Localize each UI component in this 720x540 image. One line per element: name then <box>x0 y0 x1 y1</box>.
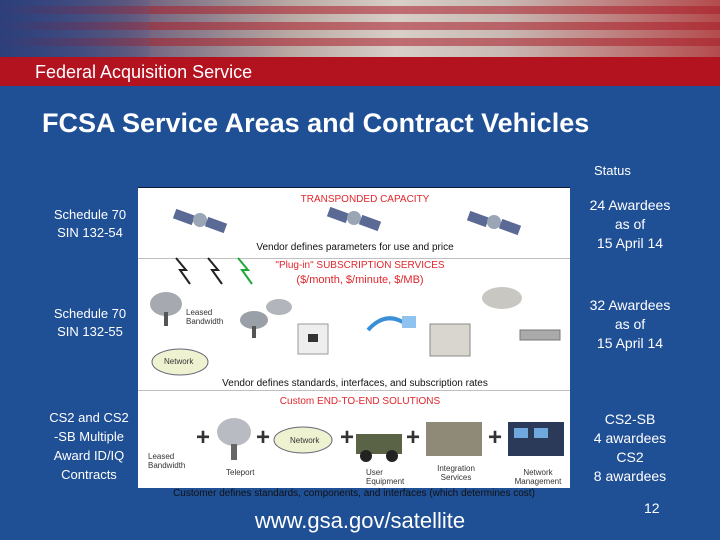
row-separator <box>138 390 570 391</box>
network-label: Network <box>290 436 320 445</box>
row3-vehicle-line: Contracts <box>61 467 117 482</box>
row3-status <box>570 410 690 486</box>
row1-status-line: 24 Awardees <box>589 197 671 213</box>
network-management-label: Network Management <box>514 468 562 486</box>
row1-status <box>570 196 690 253</box>
lightning-icon <box>172 256 258 286</box>
row2-status-line: as of <box>614 316 646 332</box>
vehicle-icon <box>352 416 406 464</box>
ethernet-cable-icon <box>366 300 418 342</box>
row1-heading: TRANSPONDED CAPACITY <box>300 194 430 205</box>
integration-services-label: Integration Services <box>437 464 475 482</box>
footer-url[interactable]: www.gsa.gov/satellite <box>254 508 466 533</box>
leased-bandwidth-label: Leased Bandwidth <box>186 308 224 326</box>
satellite-icon <box>172 198 228 242</box>
row3-vehicle <box>28 408 150 484</box>
row2-status-line: 15 April 14 <box>596 335 664 351</box>
row3-status-line: CS2-SB <box>604 411 656 427</box>
page-number: 12 <box>644 500 660 516</box>
network-management-icon <box>506 418 566 460</box>
router-icon <box>518 328 562 344</box>
satellite-dish-icon <box>146 288 186 328</box>
row2-vehicle <box>40 305 140 341</box>
row3-status-line: 4 awardees <box>593 430 667 446</box>
row3-vehicle-line: Award ID/IQ <box>53 448 125 463</box>
row3-vehicle-line: -SB Multiple <box>53 429 125 444</box>
teleport-label: Teleport <box>226 468 255 477</box>
teleport-antenna-icon <box>214 416 254 462</box>
leased-bandwidth-label: Leased Bandwidth <box>148 452 186 470</box>
satellite-icon <box>326 196 382 240</box>
wall-jack-icon <box>296 322 330 356</box>
row1-vehicle <box>40 206 140 242</box>
satellite-dish-icon <box>480 284 524 312</box>
plus-icon: + <box>488 424 503 451</box>
user-equipment-label: User Equipment <box>366 468 405 486</box>
plus-icon: + <box>406 424 421 451</box>
row2-vehicle-line: Schedule 70 <box>53 306 127 321</box>
page-title: FCSA Service Areas and Contract Vehicles <box>42 108 590 138</box>
row2-heading: "Plug-in" SUBSCRIPTION SERVICES <box>275 260 445 271</box>
row3-heading: Custom END-TO-END SOLUTIONS <box>279 396 441 407</box>
row3-status-line: 8 awardees <box>593 468 667 484</box>
agency-label: Federal Acquisition Service <box>35 62 253 82</box>
row1-note: Vendor defines parameters for use and price <box>256 242 454 253</box>
plus-icon: + <box>256 424 271 451</box>
row3-status-line: CS2 <box>616 449 644 465</box>
row2-vehicle-line: SIN 132-55 <box>57 324 123 339</box>
plus-icon: + <box>340 424 355 451</box>
satellite-dish-icon <box>262 296 296 322</box>
row1-vehicle-line: Schedule 70 <box>53 207 127 222</box>
row2-note: Vendor defines standards, interfaces, and subscription rates <box>222 378 488 389</box>
row2-subheading: ($/month, $/minute, $/MB) <box>296 274 424 286</box>
status-header: Status <box>594 163 631 178</box>
satellite-icon <box>466 200 522 244</box>
row2-status <box>570 296 690 353</box>
row3-note: Customer defines standards, components, and interfaces (which determines cost) <box>173 488 535 499</box>
row1-status-line: as of <box>614 216 646 232</box>
modem-icon <box>428 320 472 360</box>
row2-status-line: 32 Awardees <box>589 297 671 313</box>
network-label: Network <box>164 357 194 366</box>
row1-status-line: 15 April 14 <box>596 235 664 251</box>
row1-vehicle-line: SIN 132-54 <box>57 225 123 240</box>
row3-vehicle-line: CS2 and CS2 <box>49 410 129 425</box>
integration-services-icon <box>424 418 484 460</box>
flag-banner <box>0 0 720 58</box>
plus-icon: + <box>196 424 211 451</box>
